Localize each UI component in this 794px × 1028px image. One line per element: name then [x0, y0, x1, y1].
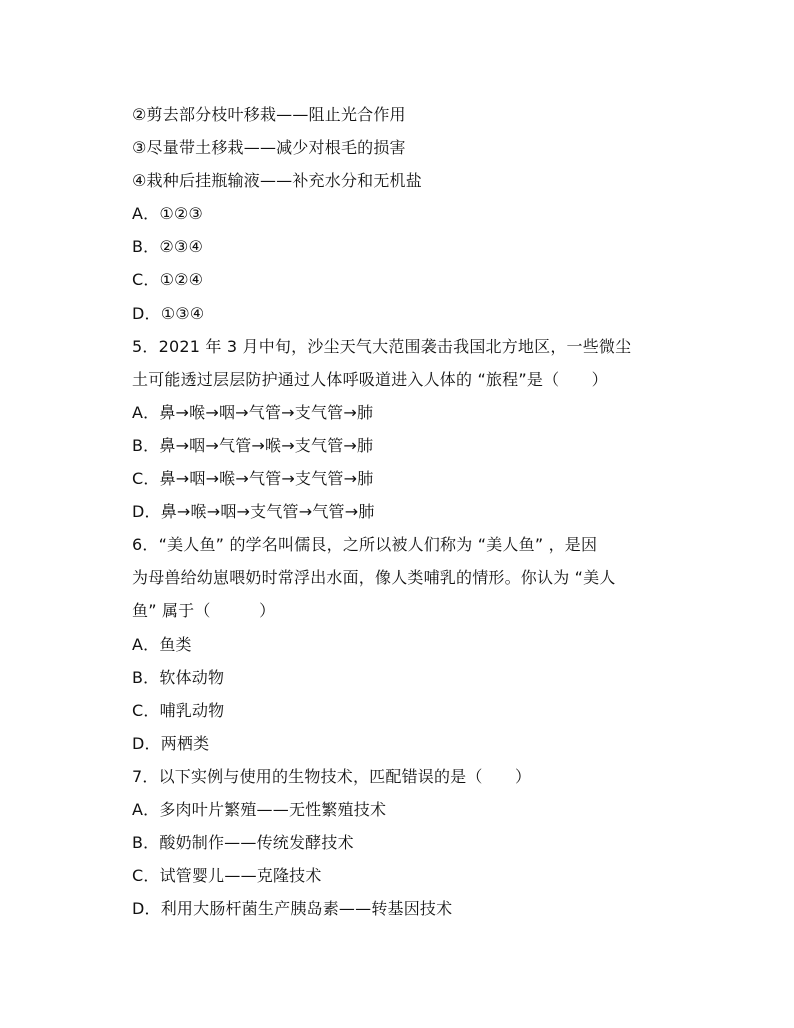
q6-stem-line-2: 为母兽给幼崽喂奶时常浮出水面，像人类哺乳的情形。你认为 “美人 [132, 568, 616, 588]
question-content [132, 98, 692, 925]
option-line-4: ④栽种后挂瓶输液——补充水分和无机盐 [132, 171, 422, 191]
q7-choice-d: D．利用大肠杆菌生产胰岛素——转基因技术 [132, 899, 453, 919]
q6-stem-line-3: 鱼” 属于（ ） [132, 601, 276, 621]
q4-choice-d: D．①③④ [132, 303, 205, 323]
q7-choice-c: C．试管婴儿——克隆技术 [132, 866, 322, 886]
q4-choice-c: C．①②④ [132, 270, 204, 290]
q5-stem-line-2: 土可能透过层层防护通过人体呼吸道进入人体的 “旅程”是（ ） [132, 369, 608, 389]
option-line-2: ②剪去部分枝叶移栽——阻止光合作用 [132, 105, 406, 124]
q7-stem: 7．以下实例与使用的生物技术，匹配错误的是（ ） [132, 766, 532, 786]
q4-choice-a: A．①②③ [132, 204, 203, 224]
q5-choice-b: B．鼻→咽→气管→喉→支气管→肺 [132, 435, 374, 455]
q7-choice-a: A．多肉叶片繁殖——无性繁殖技术 [132, 799, 387, 819]
q6-choice-b: B．软体动物 [132, 667, 225, 687]
q6-choice-d: D．两栖类 [132, 733, 210, 753]
q5-choice-d: D．鼻→喉→咽→支气管→气管→肺 [132, 502, 375, 522]
q7-choice-b: B．酸奶制作——传统发酵技术 [132, 833, 354, 853]
q6-choice-a: A．鱼类 [132, 634, 192, 654]
q5-stem-line-1: 5．2021 年 3 月中旬，沙尘天气大范围袭击我国北方地区，一些微尘 [132, 336, 632, 356]
option-line-3: ③尽量带土移栽——减少对根毛的损害 [132, 138, 406, 158]
q4-choice-b: B．②③④ [132, 237, 204, 257]
q6-stem-line-1: 6．“美人鱼” 的学名叫儒艮，之所以被人们称为 “美人鱼” ，是因 [132, 535, 598, 555]
q5-choice-a: A．鼻→喉→咽→气管→支气管→肺 [132, 402, 374, 422]
q5-choice-c: C．鼻→咽→喉→气管→支气管→肺 [132, 469, 374, 489]
q6-choice-c: C．哺乳动物 [132, 700, 225, 720]
